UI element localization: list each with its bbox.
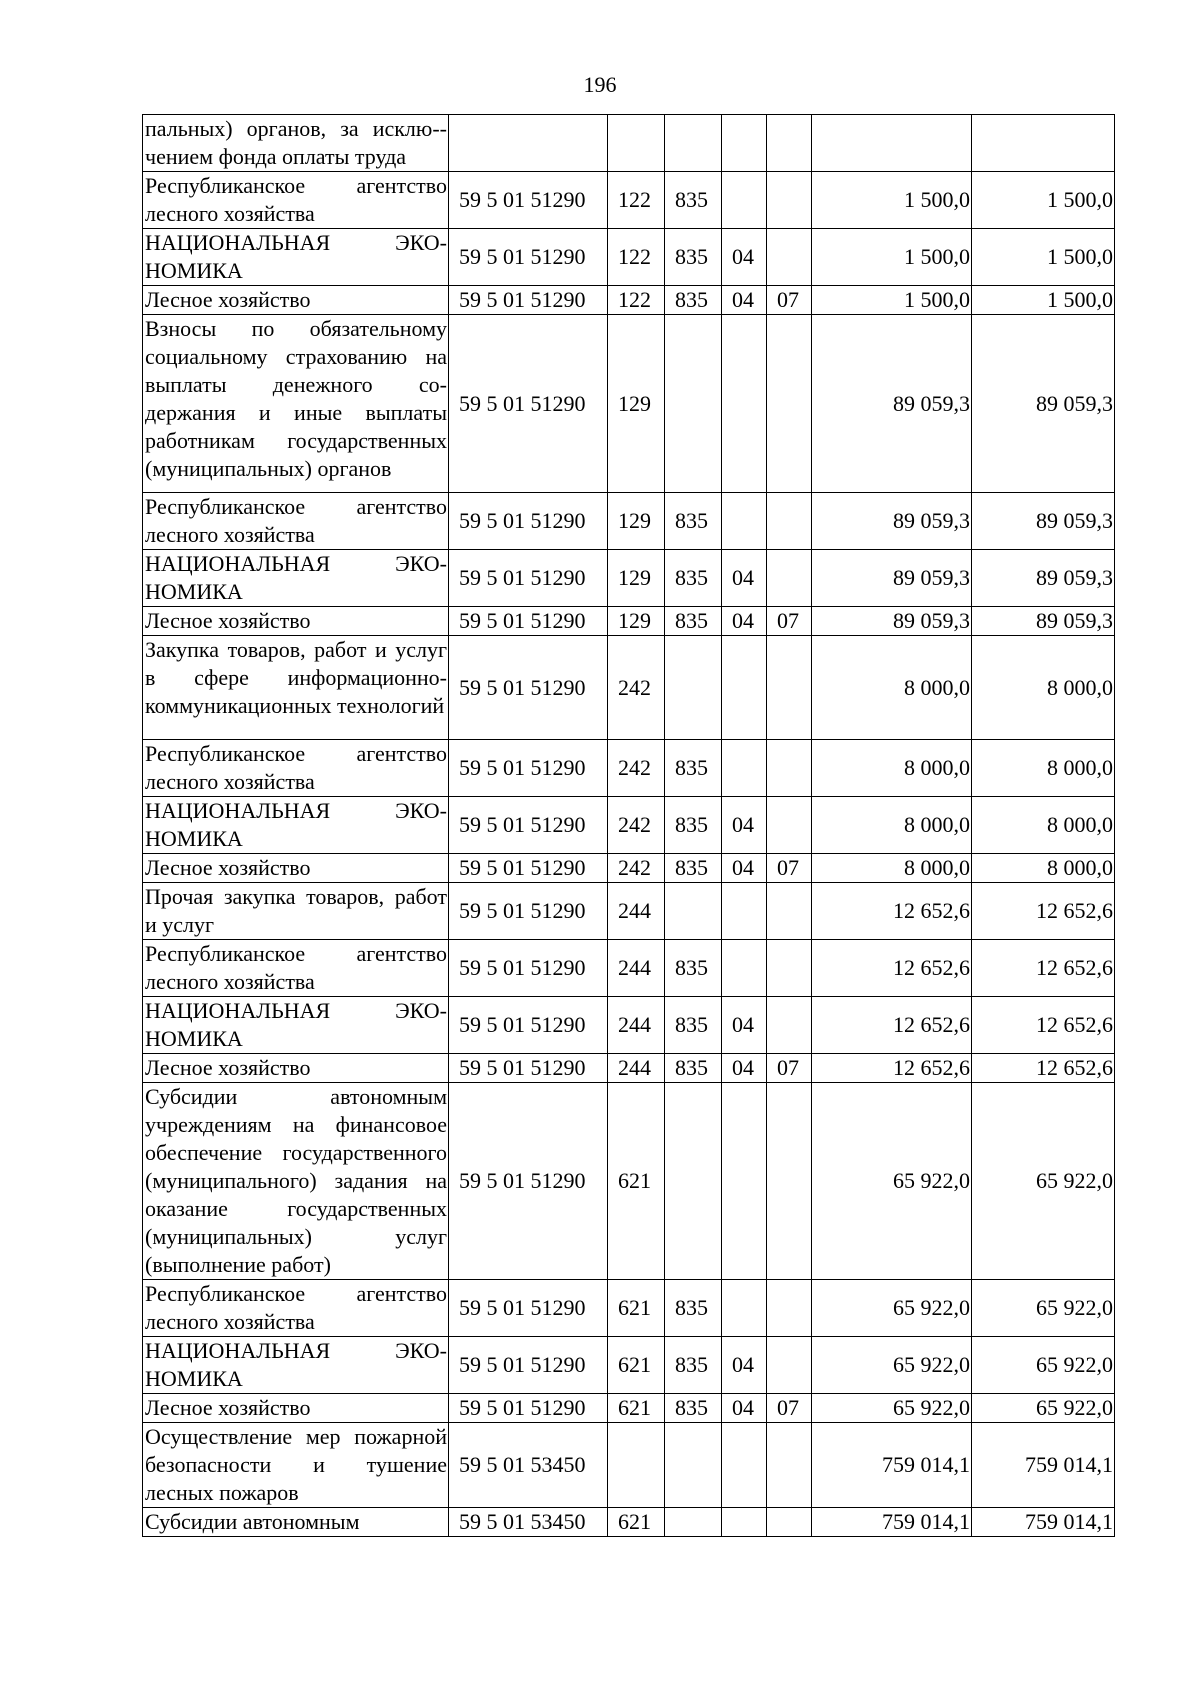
cell-department [665, 883, 722, 940]
cell-subsection [767, 493, 812, 550]
cell-amount-2: 8 000,0 [972, 797, 1115, 854]
cell-amount-2: 8 000,0 [972, 854, 1115, 883]
cell-target-article: 59 5 01 51290 [449, 1337, 608, 1394]
cell-department: 835 [665, 172, 722, 229]
cell-expense-type: 129 [608, 550, 665, 607]
cell-name: Республиканское агентство лесного хозяйства [143, 940, 449, 997]
cell-expense-type [608, 115, 665, 172]
cell-section [722, 115, 767, 172]
cell-department: 835 [665, 607, 722, 636]
cell-expense-type: 129 [608, 493, 665, 550]
table-row [143, 1423, 1115, 1508]
cell-name: пальных) органов, за исклю-чением фонда оплаты труда [143, 115, 449, 172]
table-row [143, 1054, 1115, 1083]
cell-amount-2: 12 652,6 [972, 997, 1115, 1054]
page-number: 196 [583, 72, 617, 97]
cell-name: Лесное хозяйство [143, 1394, 449, 1423]
cell-subsection [767, 1337, 812, 1394]
cell-amount-1: 8 000,0 [812, 636, 972, 740]
cell-name: Субсидии автономным [143, 1508, 449, 1537]
table-row [143, 854, 1115, 883]
cell-amount-2: 89 059,3 [972, 607, 1115, 636]
cell-section: 04 [722, 1054, 767, 1083]
table-row [143, 172, 1115, 229]
cell-subsection [767, 740, 812, 797]
cell-section [722, 636, 767, 740]
cell-expense-type: 122 [608, 286, 665, 315]
cell-subsection [767, 550, 812, 607]
cell-target-article: 59 5 01 53450 [449, 1508, 608, 1537]
table-row [143, 1394, 1115, 1423]
cell-department: 835 [665, 1054, 722, 1083]
cell-target-article: 59 5 01 51290 [449, 740, 608, 797]
cell-department: 835 [665, 1280, 722, 1337]
cell-expense-type: 244 [608, 883, 665, 940]
table-row [143, 1280, 1115, 1337]
cell-name: НАЦИОНАЛЬНАЯ ЭКОНОМИКА [143, 997, 449, 1054]
cell-section [722, 940, 767, 997]
cell-name: Лесное хозяйство [143, 1054, 449, 1083]
cell-expense-type: 129 [608, 607, 665, 636]
table-row [143, 1083, 1115, 1280]
cell-name: Республиканское агентство лесного хозяйства [143, 740, 449, 797]
cell-section [722, 883, 767, 940]
cell-name: НАЦИОНАЛЬНАЯ ЭКОНОМИКА [143, 229, 449, 286]
cell-subsection [767, 940, 812, 997]
cell-department: 835 [665, 854, 722, 883]
cell-target-article: 59 5 01 51290 [449, 997, 608, 1054]
table-row [143, 997, 1115, 1054]
cell-amount-2: 1 500,0 [972, 229, 1115, 286]
cell-department [665, 315, 722, 493]
cell-amount-2: 12 652,6 [972, 1054, 1115, 1083]
cell-subsection [767, 229, 812, 286]
cell-amount-2: 8 000,0 [972, 636, 1115, 740]
cell-section: 04 [722, 797, 767, 854]
cell-name: Взносы по обязательному социальному страхованию на выплаты денежного содержания и иные выплаты работникам государственных (муниципальных) органов [143, 315, 449, 493]
cell-section [722, 1423, 767, 1508]
table-row [143, 940, 1115, 997]
cell-amount-1: 8 000,0 [812, 797, 972, 854]
cell-target-article: 59 5 01 51290 [449, 1280, 608, 1337]
cell-subsection [767, 797, 812, 854]
cell-target-article: 59 5 01 51290 [449, 1394, 608, 1423]
table-row [143, 1508, 1115, 1537]
cell-target-article: 59 5 01 51290 [449, 1083, 608, 1280]
cell-amount-2: 89 059,3 [972, 493, 1115, 550]
cell-section: 04 [722, 854, 767, 883]
cell-amount-2: 12 652,6 [972, 883, 1115, 940]
cell-expense-type: 129 [608, 315, 665, 493]
cell-name: НАЦИОНАЛЬНАЯ ЭКОНОМИКА [143, 1337, 449, 1394]
cell-amount-1: 8 000,0 [812, 740, 972, 797]
table-row [143, 229, 1115, 286]
cell-department [665, 115, 722, 172]
cell-section: 04 [722, 607, 767, 636]
cell-expense-type: 621 [608, 1337, 665, 1394]
cell-expense-type: 242 [608, 797, 665, 854]
cell-amount-1: 12 652,6 [812, 1054, 972, 1083]
cell-name: Лесное хозяйство [143, 854, 449, 883]
cell-target-article: 59 5 01 51290 [449, 493, 608, 550]
table-row [143, 636, 1115, 740]
cell-amount-2: 8 000,0 [972, 740, 1115, 797]
cell-department: 835 [665, 286, 722, 315]
cell-section: 04 [722, 1337, 767, 1394]
cell-target-article: 59 5 01 51290 [449, 854, 608, 883]
cell-name: Субсидии автономным учреждениям на финансовое обеспечение государственного (муниципального) задания на оказание государственных (муниципальных) услуг (выполнение работ) [143, 1083, 449, 1280]
cell-section [722, 1508, 767, 1537]
cell-name: Осуществление мер пожарной безопасности и тушение лесных пожаров [143, 1423, 449, 1508]
cell-amount-1: 8 000,0 [812, 854, 972, 883]
cell-target-article: 59 5 01 53450 [449, 1423, 608, 1508]
table-row [143, 550, 1115, 607]
cell-expense-type: 242 [608, 854, 665, 883]
cell-department: 835 [665, 229, 722, 286]
cell-expense-type: 242 [608, 636, 665, 740]
cell-amount-1: 759 014,1 [812, 1423, 972, 1508]
cell-subsection: 07 [767, 1394, 812, 1423]
cell-target-article: 59 5 01 51290 [449, 1054, 608, 1083]
budget-table [142, 114, 1115, 1537]
cell-subsection: 07 [767, 1054, 812, 1083]
cell-amount-1: 65 922,0 [812, 1337, 972, 1394]
cell-target-article: 59 5 01 51290 [449, 229, 608, 286]
cell-name: Лесное хозяйство [143, 286, 449, 315]
cell-amount-2: 759 014,1 [972, 1423, 1115, 1508]
cell-section: 04 [722, 1394, 767, 1423]
cell-subsection [767, 115, 812, 172]
cell-amount-1: 759 014,1 [812, 1508, 972, 1537]
cell-target-article: 59 5 01 51290 [449, 550, 608, 607]
cell-amount-2: 1 500,0 [972, 286, 1115, 315]
budget-table-body [143, 115, 1115, 1537]
cell-subsection [767, 883, 812, 940]
cell-amount-2: 65 922,0 [972, 1280, 1115, 1337]
cell-amount-1: 12 652,6 [812, 883, 972, 940]
cell-subsection [767, 636, 812, 740]
cell-expense-type: 244 [608, 940, 665, 997]
cell-subsection [767, 315, 812, 493]
cell-amount-1: 89 059,3 [812, 315, 972, 493]
cell-amount-1: 65 922,0 [812, 1280, 972, 1337]
cell-amount-1: 12 652,6 [812, 940, 972, 997]
cell-subsection: 07 [767, 607, 812, 636]
cell-section: 04 [722, 997, 767, 1054]
cell-subsection [767, 172, 812, 229]
cell-subsection: 07 [767, 854, 812, 883]
cell-target-article: 59 5 01 51290 [449, 315, 608, 493]
cell-section: 04 [722, 286, 767, 315]
cell-amount-1: 65 922,0 [812, 1394, 972, 1423]
cell-expense-type: 242 [608, 740, 665, 797]
cell-amount-2: 1 500,0 [972, 172, 1115, 229]
cell-target-article: 59 5 01 51290 [449, 636, 608, 740]
cell-expense-type: 621 [608, 1508, 665, 1537]
table-row [143, 315, 1115, 493]
cell-department [665, 636, 722, 740]
cell-subsection [767, 997, 812, 1054]
cell-section [722, 315, 767, 493]
cell-amount-1: 89 059,3 [812, 493, 972, 550]
cell-target-article: 59 5 01 51290 [449, 940, 608, 997]
cell-department: 835 [665, 550, 722, 607]
table-row [143, 607, 1115, 636]
cell-target-article: 59 5 01 51290 [449, 172, 608, 229]
cell-amount-1: 89 059,3 [812, 550, 972, 607]
cell-name: Прочая закупка товаров, работ и услуг [143, 883, 449, 940]
cell-name: Республиканское агентство лесного хозяйства [143, 172, 449, 229]
cell-department: 835 [665, 940, 722, 997]
cell-expense-type: 621 [608, 1083, 665, 1280]
cell-amount-1 [812, 115, 972, 172]
cell-expense-type: 621 [608, 1394, 665, 1423]
cell-section [722, 740, 767, 797]
cell-amount-2 [972, 115, 1115, 172]
cell-amount-1: 12 652,6 [812, 997, 972, 1054]
cell-amount-2: 759 014,1 [972, 1508, 1115, 1537]
cell-name: Республиканское агентство лесного хозяйства [143, 493, 449, 550]
cell-department [665, 1423, 722, 1508]
cell-subsection: 07 [767, 286, 812, 315]
cell-expense-type [608, 1423, 665, 1508]
cell-amount-2: 65 922,0 [972, 1394, 1115, 1423]
cell-department: 835 [665, 493, 722, 550]
table-row [143, 493, 1115, 550]
cell-expense-type: 621 [608, 1280, 665, 1337]
table-row [143, 883, 1115, 940]
cell-expense-type: 244 [608, 997, 665, 1054]
cell-section [722, 1083, 767, 1280]
cell-section [722, 493, 767, 550]
cell-amount-2: 65 922,0 [972, 1337, 1115, 1394]
cell-name: Лесное хозяйство [143, 607, 449, 636]
cell-amount-1: 89 059,3 [812, 607, 972, 636]
cell-section [722, 1280, 767, 1337]
table-row [143, 115, 1115, 172]
cell-amount-1: 1 500,0 [812, 286, 972, 315]
cell-section: 04 [722, 229, 767, 286]
cell-amount-1: 1 500,0 [812, 172, 972, 229]
cell-target-article: 59 5 01 51290 [449, 607, 608, 636]
cell-name: Закупка товаров, работ и услуг в сфере информационно-коммуникационных технологий [143, 636, 449, 740]
cell-expense-type: 122 [608, 229, 665, 286]
cell-department: 835 [665, 997, 722, 1054]
cell-target-article: 59 5 01 51290 [449, 883, 608, 940]
cell-subsection [767, 1083, 812, 1280]
cell-amount-2: 65 922,0 [972, 1083, 1115, 1280]
cell-name: Республиканское агентство лесного хозяйства [143, 1280, 449, 1337]
cell-department [665, 1083, 722, 1280]
cell-amount-1: 65 922,0 [812, 1083, 972, 1280]
cell-name: НАЦИОНАЛЬНАЯ ЭКОНОМИКА [143, 797, 449, 854]
cell-expense-type: 244 [608, 1054, 665, 1083]
cell-subsection [767, 1508, 812, 1537]
cell-amount-1: 1 500,0 [812, 229, 972, 286]
table-row [143, 740, 1115, 797]
cell-amount-2: 12 652,6 [972, 940, 1115, 997]
cell-subsection [767, 1280, 812, 1337]
cell-name: НАЦИОНАЛЬНАЯ ЭКОНОМИКА [143, 550, 449, 607]
cell-department: 835 [665, 1394, 722, 1423]
cell-section: 04 [722, 550, 767, 607]
cell-amount-2: 89 059,3 [972, 315, 1115, 493]
table-row [143, 1337, 1115, 1394]
table-row [143, 797, 1115, 854]
cell-department: 835 [665, 1337, 722, 1394]
cell-target-article: 59 5 01 51290 [449, 286, 608, 315]
cell-expense-type: 122 [608, 172, 665, 229]
cell-section [722, 172, 767, 229]
cell-department: 835 [665, 740, 722, 797]
cell-department [665, 1508, 722, 1537]
cell-subsection [767, 1423, 812, 1508]
cell-amount-2: 89 059,3 [972, 550, 1115, 607]
table-row [143, 286, 1115, 315]
cell-target-article [449, 115, 608, 172]
cell-department: 835 [665, 797, 722, 854]
cell-target-article: 59 5 01 51290 [449, 797, 608, 854]
